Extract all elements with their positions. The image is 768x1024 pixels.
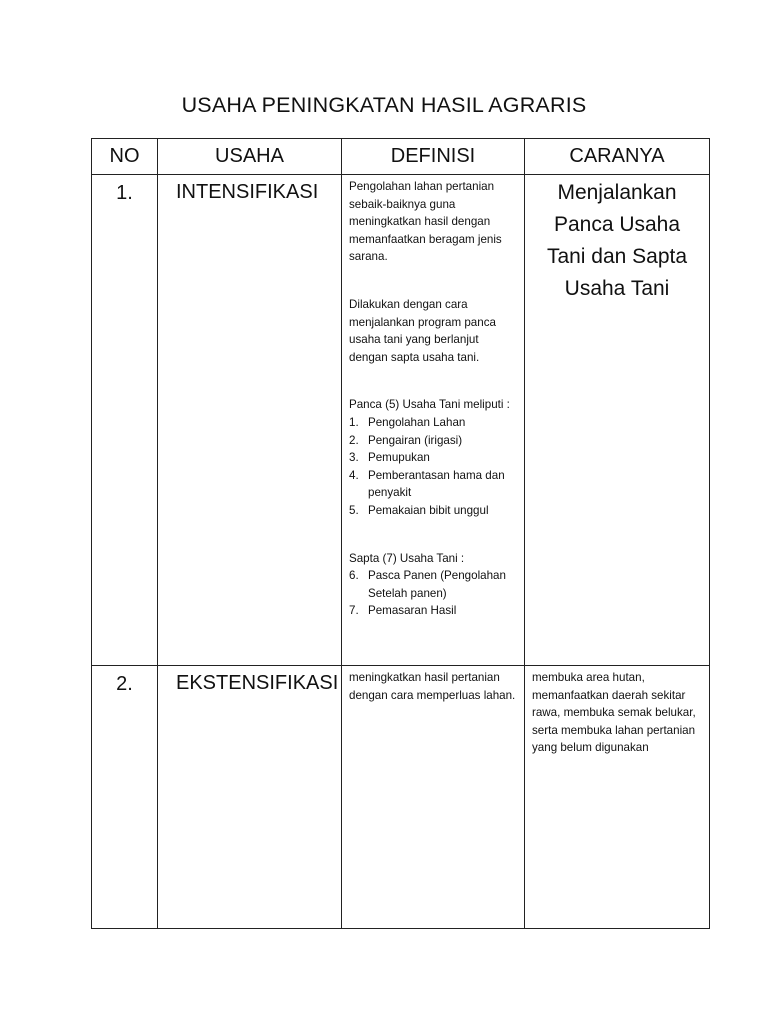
table-row	[92, 666, 710, 929]
definition-text: Pengolahan lahan pertanian sebaik-baiknya guna meningkatkan hasil dengan memanfaatkan beragam jenis sarana.	[349, 180, 502, 264]
cell-definisi	[342, 175, 525, 666]
header-definisi: DEFINISI	[342, 139, 525, 175]
cell-usaha	[158, 666, 342, 929]
page-title: USAHA PENINGKATAN HASIL AGRARIS	[181, 93, 587, 117]
header-usaha: USAHA	[158, 139, 342, 175]
cell-definisi	[342, 666, 525, 929]
cell-usaha	[158, 175, 342, 666]
list-item: 4. Pemberantasan hama dan penyakit	[349, 468, 505, 500]
list-item: 3. Pemupukan	[349, 451, 430, 465]
caranya-text: membuka area hutan, memanfaatkan daerah sekitar rawa, membuka semak belukar, serta membuka lahan pertanian yang belum digunakan	[532, 671, 696, 755]
cell-caranya	[525, 666, 710, 929]
panca-list	[349, 414, 518, 520]
row-number: 1.	[116, 182, 133, 204]
agrarian-table	[91, 138, 710, 929]
table-header-row	[92, 139, 710, 175]
usaha-name: EKSTENSIFIKASI	[176, 672, 339, 694]
list-item: 6. Pasca Panen (Pengolahan Setelah panen)	[349, 569, 506, 600]
definition-text: meningkatkan hasil pertanian dengan cara memperluas lahan.	[349, 671, 516, 702]
header-no: NO	[92, 139, 158, 175]
list-item: 7. Pemasaran Hasil	[349, 604, 457, 618]
list-item: 1. Pengolahan Lahan	[349, 415, 466, 429]
header-caranya: CARANYA	[525, 139, 710, 175]
list-item: 2. Pengairan (irigasi)	[349, 433, 463, 447]
row-number: 2.	[116, 673, 133, 695]
cell-caranya	[525, 175, 710, 666]
table-row	[92, 175, 710, 666]
usaha-name: INTENSIFIKASI	[176, 181, 319, 203]
cell-no	[92, 175, 158, 666]
cell-no	[92, 666, 158, 929]
definition-text: Dilakukan dengan cara menjalankan program panca usaha tani yang berlanjut dengan sapta usaha tani.	[349, 297, 496, 364]
sapta-list	[349, 567, 518, 620]
sapta-heading: Sapta (7) Usaha Tani :	[349, 551, 465, 565]
caranya-text: Menjalankan Panca Usaha Tani dan Sapta Usaha Tani	[546, 181, 688, 300]
list-item: 5. Pemakaian bibit unggul	[349, 503, 489, 517]
panca-heading: Panca (5) Usaha Tani meliputi :	[349, 398, 510, 412]
